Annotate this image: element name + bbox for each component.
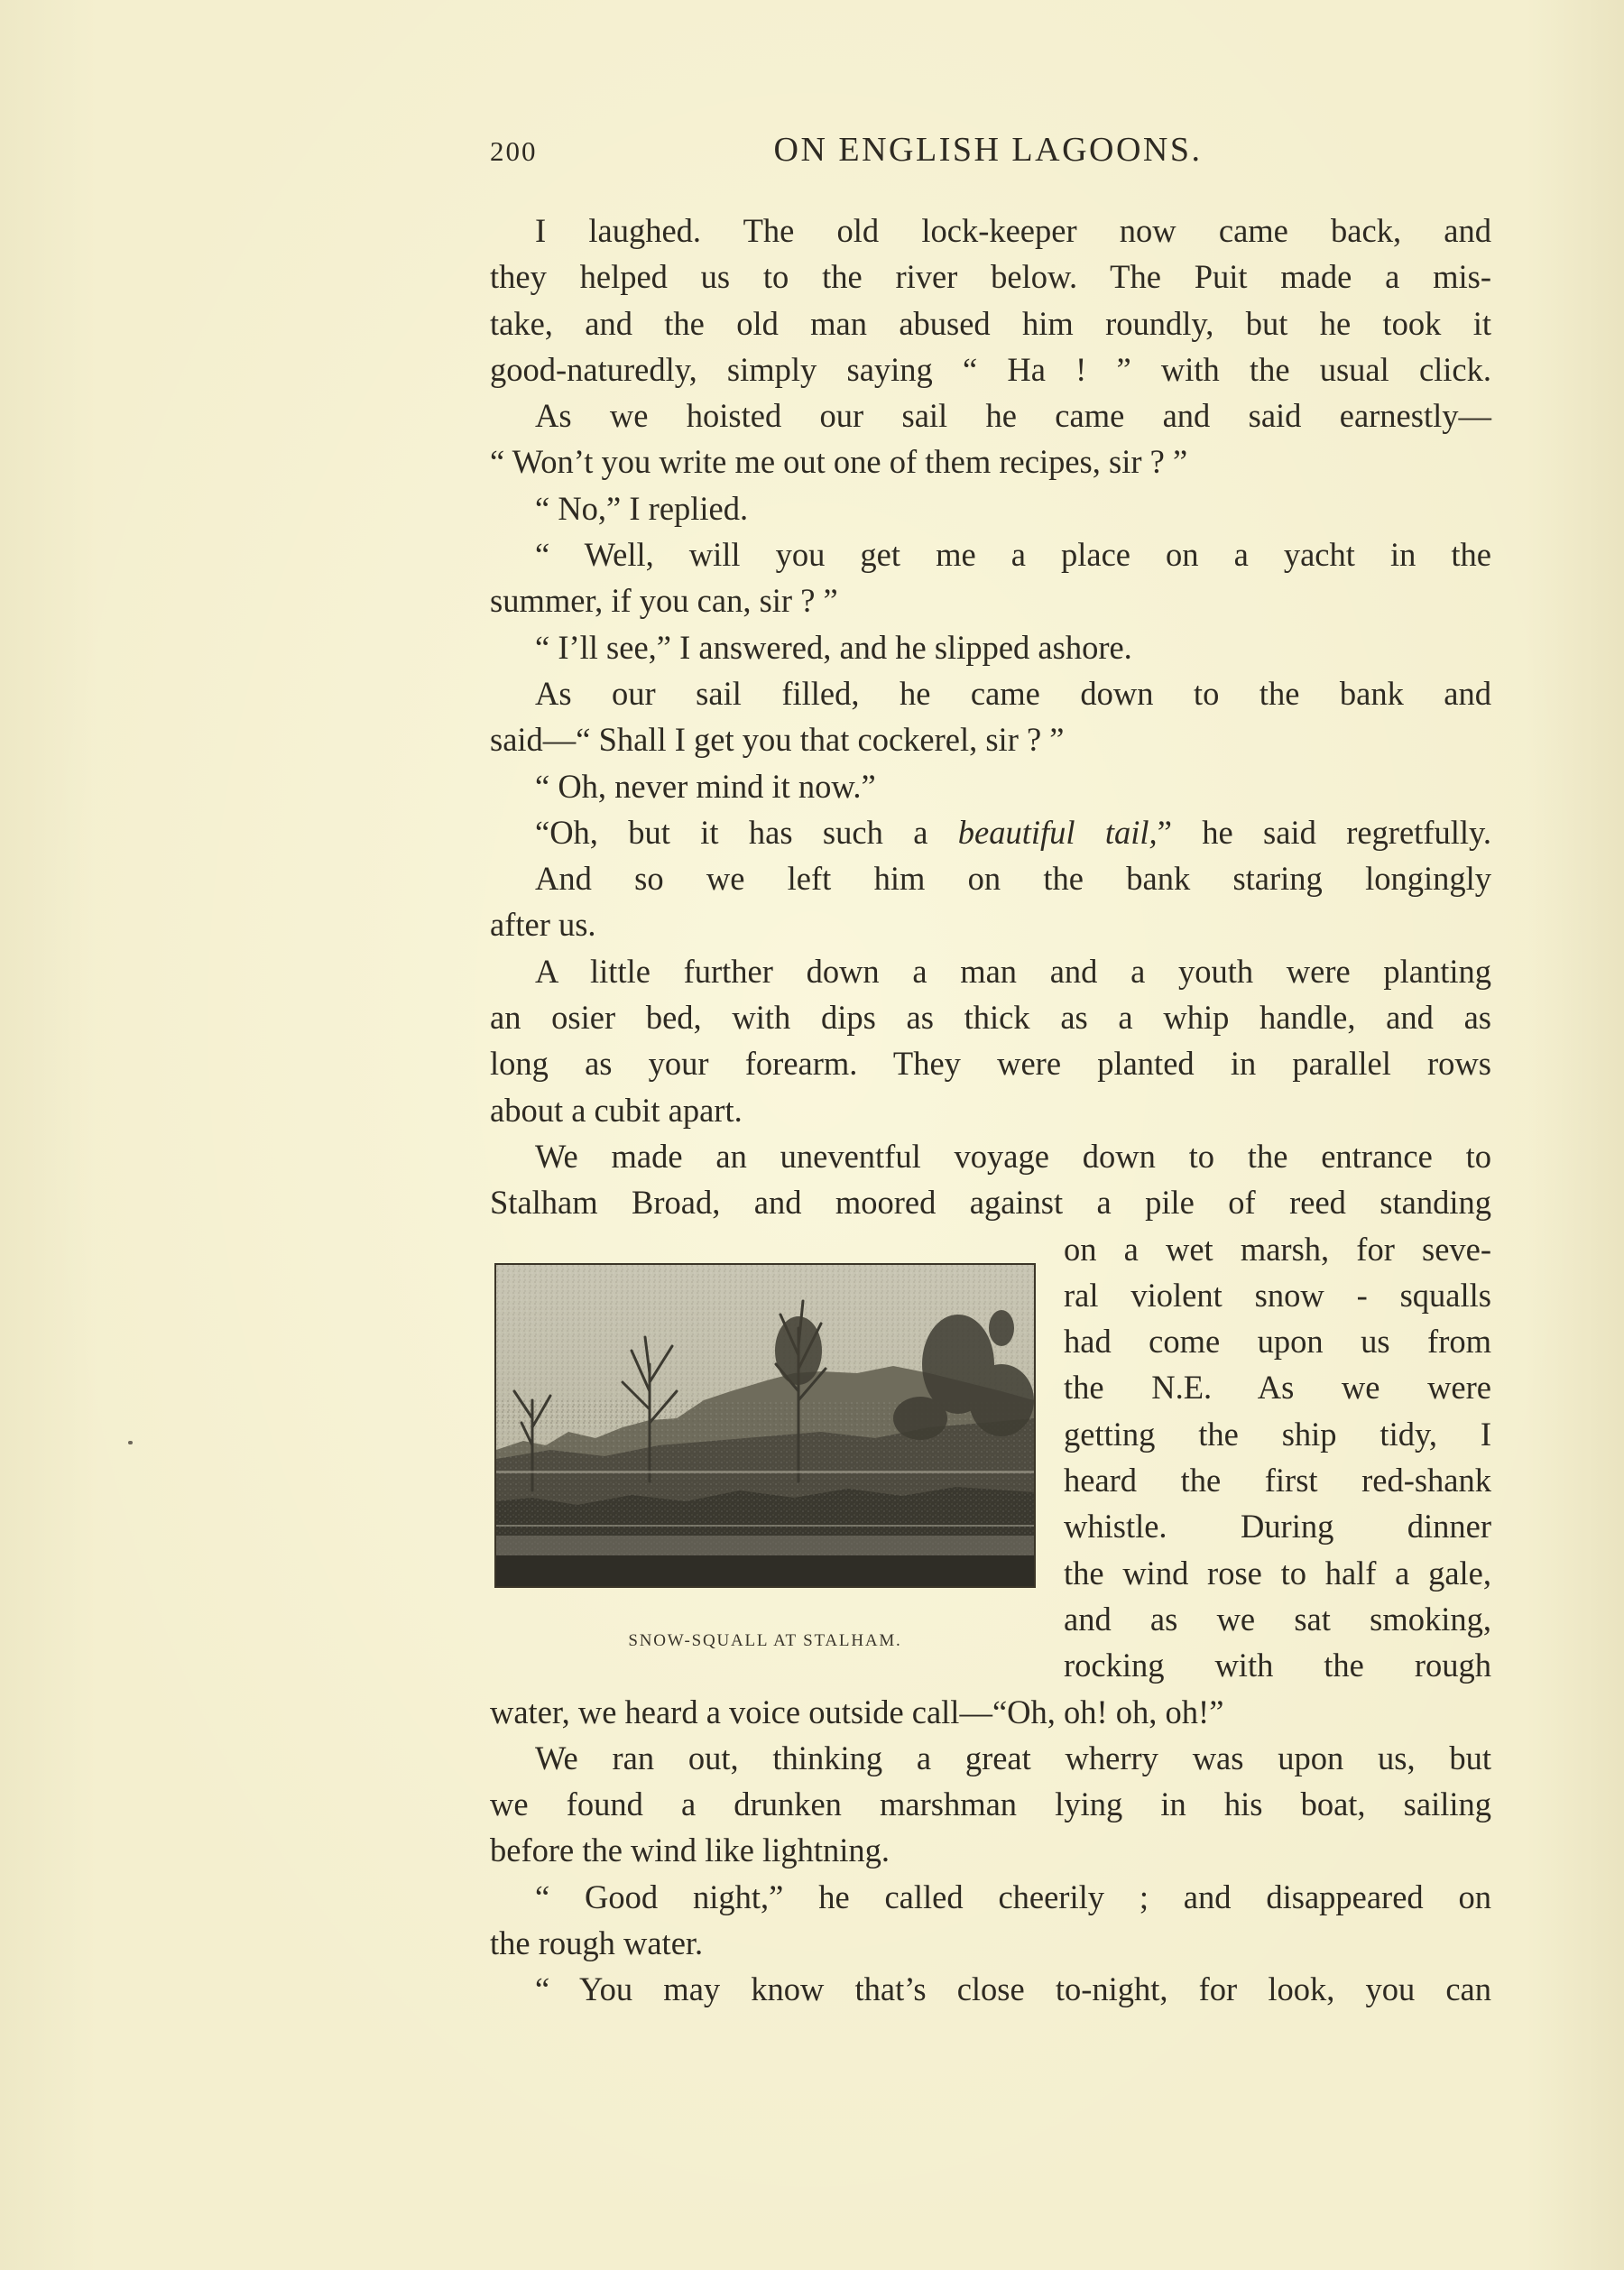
text-line: an osier bed, with dips as thick as a whip handle, and as — [490, 999, 1491, 1037]
text-line-with-italic — [490, 809, 1491, 855]
illustration-snow-squall — [494, 1263, 1036, 1588]
text-line: We made an uneventful voyage down to the entrance to — [535, 1137, 1491, 1175]
text-line: As our sail filled, he came down to the bank and — [535, 674, 1491, 712]
body-text — [490, 208, 1491, 2013]
text-line: water, we heard a voice outside call—“Oh, oh! oh, oh!” — [490, 1693, 1224, 1730]
text-line: about a cubit apart. — [490, 1091, 743, 1129]
text-line: take, and the old man abused him roundly, but he took it — [490, 304, 1491, 342]
text-line: We ran out, thinking a great wherry was upon us, but — [535, 1739, 1491, 1776]
marsh-landscape-picture — [496, 1265, 1034, 1586]
text-line: A little further down a man and a youth were planting — [535, 952, 1491, 990]
page-number: 200 — [490, 135, 538, 167]
text-line: “ I’ll see,” I answered, and he slipped ashore. — [535, 628, 1132, 666]
text-line-narrow: ral violent snow - squalls — [1064, 1276, 1491, 1314]
text-line: good-naturedly, simply saying “ Ha ! ” with the usual click. — [490, 350, 1491, 388]
text-line: after us. — [490, 906, 596, 944]
italic-fragment: beautiful tail, — [957, 813, 1158, 851]
text-line-narrow: heard the first red-shank — [1064, 1462, 1491, 1499]
text-line-narrow: whistle. During dinner — [1064, 1508, 1491, 1546]
text-line-narrow: the wind rose to half a gale, — [1064, 1554, 1491, 1592]
text-line: “ Oh, never mind it now.” — [535, 767, 876, 805]
text-line: I laughed. The old lock-keeper now came back, and — [535, 212, 1491, 249]
text-line-narrow: on a wet marsh, for seve- — [1064, 1230, 1491, 1268]
text-line: “ Won’t you write me out one of them recipes, sir ? ” — [490, 443, 1188, 481]
text-line: Stalham Broad, and moored against a pile of reed standing — [490, 1184, 1491, 1222]
figure-caption: SNOW-SQUALL AT STALHAM. — [628, 1631, 902, 1650]
text-line: the rough water. — [490, 1924, 704, 1961]
text-line-narrow: getting the ship tidy, I — [1064, 1415, 1491, 1453]
text-line: before the wind like lightning. — [490, 1832, 890, 1869]
text-line: they helped us to the river below. The Puit made a mis- — [490, 258, 1491, 296]
text-line-narrow: and as we sat smoking, — [1064, 1600, 1491, 1638]
text-line: “ You may know that’s close to-night, for look, you can — [535, 1970, 1491, 2008]
running-title: ON ENGLISH LAGOONS. — [773, 131, 1203, 169]
text-line: As we hoisted our sail he came and said earnestly— — [535, 397, 1491, 435]
paper-speck — [128, 1441, 133, 1444]
text-line-narrow: rocking with the rough — [1064, 1647, 1491, 1684]
text-fragment: “Oh, but it has such a — [535, 813, 958, 851]
text-line-narrow: the N.E. As we were — [1064, 1369, 1491, 1407]
text-line: summer, if you can, sir ? ” — [490, 582, 838, 620]
text-line-narrow: had come upon us from — [1064, 1323, 1491, 1361]
text-line: “ No,” I replied. — [535, 489, 749, 527]
text-line: And so we left him on the bank staring longingly — [535, 860, 1491, 898]
text-line: we found a drunken marshman lying in his boat, sailing — [490, 1786, 1491, 1823]
text-line: said—“ Shall I get you that cockerel, sir ? ” — [490, 721, 1065, 759]
text-line: long as your forearm. They were planted in parallel rows — [490, 1045, 1491, 1083]
text-fragment: ” he said regretfully. — [1157, 813, 1491, 851]
page-header — [490, 131, 1486, 180]
text-line: “ Well, will you get me a place on a yacht in the — [535, 536, 1491, 574]
text-line: “ Good night,” he called cheerily ; and disappeared on — [535, 1878, 1491, 1915]
